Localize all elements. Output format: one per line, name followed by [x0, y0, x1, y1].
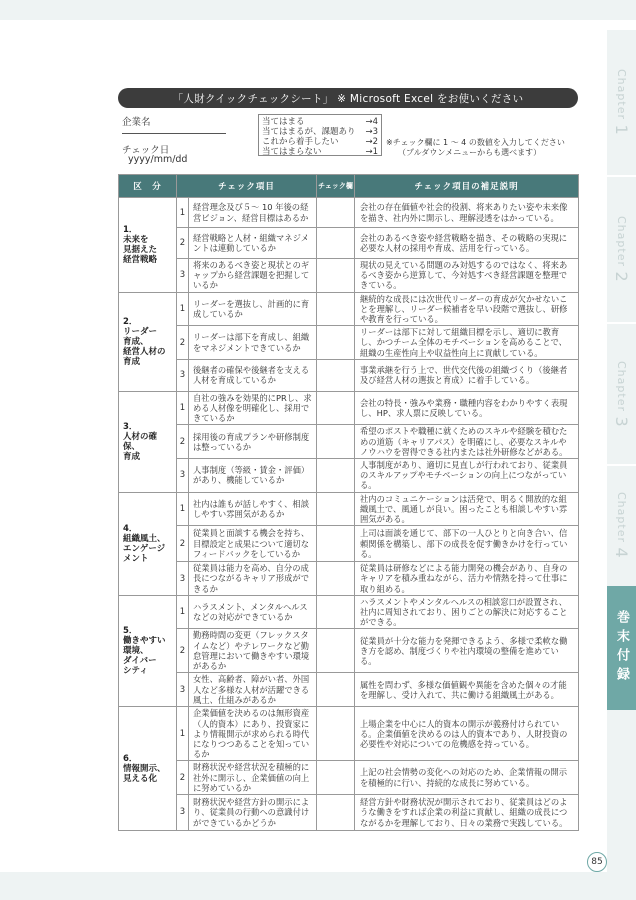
item-number: 3 [177, 259, 189, 293]
item-description: 属性を問わず、多様な価値観や異能を含めた個々の才能を理解し、受け入れて、共に働ける組織風土がある。 [355, 673, 579, 707]
item-description: 上場企業を中心に人的資本の開示が義務付けられている。企業価値を決めるのは人的資本であり、人財投資の必要性や対応についての危機感を持っている。 [355, 707, 579, 761]
item-description: 事業承継を行う上で、世代交代後の組織づくり（後継者及び経営人材の選抜と育成）に着手している。 [355, 359, 579, 391]
check-item-text: 女性、高齢者、障がい者、外国人など多様な人材が活躍できる風土、仕組みがあるか [189, 673, 317, 707]
sheet-title: 「人財クイックチェックシート」 ※ Microsoft Excel をお使いください [118, 88, 578, 108]
legend-row: 当てはまる →4 [262, 117, 378, 127]
check-item-text: 採用後の育成プランや研修制度は整っているか [189, 425, 317, 459]
check-input-cell[interactable] [317, 425, 355, 459]
check-input-cell[interactable] [317, 562, 355, 596]
table-row [119, 259, 579, 293]
item-number: 3 [177, 359, 189, 391]
table-row [119, 228, 579, 259]
header-item: チェック項目 [177, 175, 317, 198]
check-item-text: 従業員と面談する機会を持ち、目標設定と成果について適切なフィードバックをしているか [189, 526, 317, 562]
category-cell: 4． 組織風土、 エンゲージ メント [119, 492, 177, 595]
check-input-cell[interactable] [317, 761, 355, 795]
check-input-cell[interactable] [317, 459, 355, 493]
check-input-cell[interactable] [317, 707, 355, 761]
item-description: 上司は面談を通じて、部下の一人ひとりと向き合い、信頼関係を構築し、部下の成長を促す働きかけを行っている。 [355, 526, 579, 562]
item-number: 3 [177, 562, 189, 596]
side-tab-chapter-1[interactable]: Chapter 1 [612, 69, 631, 136]
company-label: 企業名 [122, 117, 151, 128]
item-number: 1 [177, 391, 189, 425]
appendix-label: 巻末付録 [614, 610, 629, 686]
item-number: 1 [177, 292, 189, 326]
check-input-cell[interactable] [317, 492, 355, 526]
check-date-label: チェック日 [122, 145, 170, 156]
item-description: 人事制度があり、適切に見直しが行われており、従業員のスキルアップやモチベーションの向上につながっている。 [355, 459, 579, 493]
item-description: リーダーは部下に対して組織目標を示し、適切に教育し、かつチーム全体のモチベーションを高めることで、組織の生産性向上や収益性向上に貢献している。 [355, 326, 579, 360]
check-input-cell[interactable] [317, 259, 355, 293]
item-number: 2 [177, 526, 189, 562]
table-row [119, 292, 579, 326]
table-row [119, 707, 579, 761]
item-description: 社内のコミュニケーションは活発で、明るく開放的な組織風土で、風通しが良い。困ったことも相談しやすい雰囲気がある。 [355, 492, 579, 526]
header-desc: チェック項目の補足説明 [355, 175, 579, 198]
check-item-text: リーダーを選抜し、計画的に育成しているか [189, 292, 317, 326]
chapter-side-panel [607, 30, 636, 876]
item-number: 2 [177, 629, 189, 673]
table-row [119, 326, 579, 360]
category-cell: 5． 働きやすい 環境、 ダイバー シティ [119, 595, 177, 706]
check-input-cell[interactable] [317, 629, 355, 673]
item-description: 従業員が十分な能力を発揮できるよう、多様で柔軟な働き方を認め、制度づくりや社内環境の整備を進めている。 [355, 629, 579, 673]
table-row [119, 794, 579, 830]
item-description: 会社の存在価値や社会的役割、将来ありたい姿や未来像を描き、社内外に開示し、理解浸透をはかっている。 [355, 198, 579, 228]
table-row [119, 629, 579, 673]
item-description: 現状の見えている問題のみ対処するのではなく、将来あるべき姿から逆算して、今対処すべき経営課題を整理できている。 [355, 259, 579, 293]
check-input-cell[interactable] [317, 292, 355, 326]
company-input-line[interactable] [122, 133, 226, 134]
check-item-text: 財務状況や経営状況を積極的に社外に開示し、企業価値の向上に努めているか [189, 761, 317, 795]
check-item-text: 従業員は能力を高め、自分の成長につながるキャリア形成ができるか [189, 562, 317, 596]
table-row [119, 391, 579, 425]
legend-row: 当てはまるが、課題あり →3 [262, 127, 378, 137]
table-row [119, 562, 579, 596]
item-description: 経営方針や財務状況が開示されており、従業員はどのような働きをすれば企業の利益に貢献し、組織の成長につながるかを理解しており、日々の業務で実践している。 [355, 794, 579, 830]
check-item-text: 財務状況や経営方針の開示により、従業員の行動への意識付けができているかどうか [189, 794, 317, 830]
item-number: 1 [177, 198, 189, 228]
header-category: 区 分 [119, 175, 177, 198]
item-number: 2 [177, 761, 189, 795]
item-number: 1 [177, 707, 189, 761]
table-row [119, 425, 579, 459]
check-input-cell[interactable] [317, 794, 355, 830]
table-row [119, 359, 579, 391]
check-input-cell[interactable] [317, 391, 355, 425]
item-number: 2 [177, 425, 189, 459]
check-table [118, 174, 579, 831]
item-description: 従業員は研修などによる能力開発の機会があり、自身のキャリアを積み重ねながら、活力や情熱を持って仕事に取り組める。 [355, 562, 579, 596]
item-description: ハラスメントやメンタルヘルスの相談窓口が設置され、社内に周知されており、困りごとの解決に対応することができる。 [355, 595, 579, 629]
item-description: 継続的な成長には次世代リーダーの育成が欠かせないことを理解し、リーダー候補者を早い段階で選抜し、研修や教育を行っている。 [355, 292, 579, 326]
item-number: 1 [177, 595, 189, 629]
item-number: 2 [177, 326, 189, 360]
check-item-text: ハラスメント、メンタルヘルスなどの対応ができているか [189, 595, 317, 629]
item-number: 2 [177, 228, 189, 259]
check-item-text: 勤務時間の変更（フレックスタイムなど）やテレワークなど勤怠管理において働きやすい環境があるか [189, 629, 317, 673]
side-tab-chapter-2[interactable]: Chapter 2 [612, 216, 631, 283]
input-note: ※チェック欄に 1 ～ 4 の数値を入力してください （プルダウンメニューからも選べます） [386, 138, 565, 157]
table-row [119, 198, 579, 228]
score-legend [258, 114, 382, 156]
category-cell: 6． 情報開示、 見える化 [119, 707, 177, 831]
check-input-cell[interactable] [317, 359, 355, 391]
item-number: 1 [177, 492, 189, 526]
item-number: 3 [177, 459, 189, 493]
side-tab-chapter-4[interactable]: Chapter 4 [612, 491, 631, 559]
category-cell: 2． リーダー 育成、 経営人材の 育成 [119, 292, 177, 391]
check-input-cell[interactable] [317, 198, 355, 228]
check-input-cell[interactable] [317, 326, 355, 360]
legend-row: これから着手したい →2 [262, 137, 378, 147]
check-item-text: 人事制度（等級・賃金・評価）があり、機能しているか [189, 459, 317, 493]
item-description: 希望のポストや職種に就くためのスキルや経験を積むための道筋（キャリアパス）を明確にし、必要なスキルやノウハウを習得できる社内または社外研修などがある。 [355, 425, 579, 459]
check-item-text: 経営理念及び５～ 10 年後の経営ビジョン、経営目標はあるか [189, 198, 317, 228]
table-row [119, 761, 579, 795]
side-tab-chapter-3[interactable]: Chapter 3 [612, 360, 631, 428]
check-input-cell[interactable] [317, 526, 355, 562]
side-tab-appendix[interactable] [607, 586, 636, 710]
table-row [119, 526, 579, 562]
item-description: 上記の社会情勢の変化への対応のため、企業情報の開示を積極的に行い、持続的な成長に努めている。 [355, 761, 579, 795]
item-description: 会社のあるべき姿や経営戦略を描き、その戦略の実現に必要な人材の採用や育成、活用を行っている。 [355, 228, 579, 259]
table-header-row [119, 175, 579, 198]
category-cell: 1． 未来を 見据えた 経営戦略 [119, 198, 177, 293]
check-input-cell[interactable] [317, 595, 355, 629]
check-item-text: 後継者の確保や後継者を支える人材を育成しているか [189, 359, 317, 391]
table-row [119, 595, 579, 629]
bottom-decor-strip [0, 872, 636, 900]
check-input-cell[interactable] [317, 673, 355, 707]
item-number: 3 [177, 673, 189, 707]
page-number: 85 [587, 852, 607, 872]
check-item-text: 社内は誰もが話しやすく、相談しやすい雰囲気があるか [189, 492, 317, 526]
legend-row: 当てはまらない →1 [262, 147, 378, 157]
check-item-text: 将来のあるべき姿と現状とのギャップから経営課題を把握しているか [189, 259, 317, 293]
table-row [119, 492, 579, 526]
table-row [119, 673, 579, 707]
item-description: 会社の特長・強みや業務・職種内容をわかりやすく表現し、HP、求人票に反映している。 [355, 391, 579, 425]
check-item-text: 自社の強みを効果的にPRし、求める人材像を明確化し、採用できているか [189, 391, 317, 425]
check-date-value[interactable]: yyyy/mm/dd [128, 154, 188, 165]
check-item-text: 企業価値を決めるのは無形資産（人的資本）にあり、投資家により情報開示が求められる時代になりつつあることを知っているか [189, 707, 317, 761]
top-decor-strip [0, 0, 636, 20]
check-input-cell[interactable] [317, 228, 355, 259]
header-check: チェック欄 [317, 175, 355, 198]
check-item-text: リーダーは部下を育成し、組織をマネジメントできているか [189, 326, 317, 360]
table-row [119, 459, 579, 493]
item-number: 3 [177, 794, 189, 830]
check-item-text: 経営戦略と人材・組織マネジメントは連動しているか [189, 228, 317, 259]
category-cell: 3． 人材の確保、 育成 [119, 391, 177, 492]
